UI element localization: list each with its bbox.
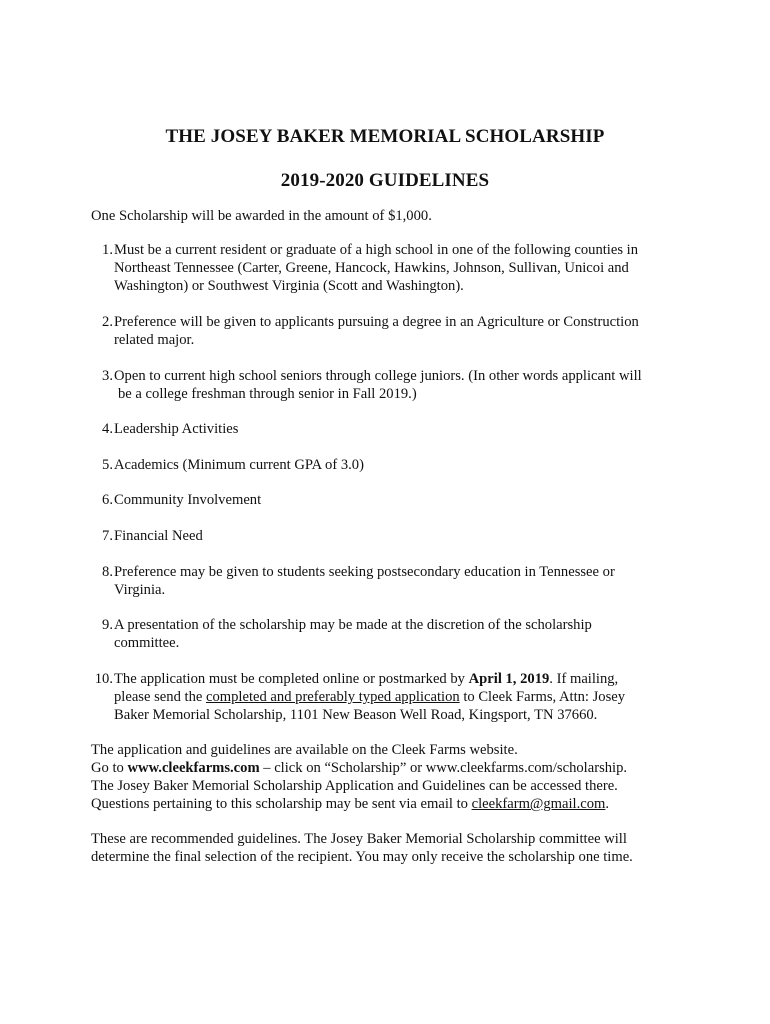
item-number: 2.: [102, 314, 113, 330]
availability-line: The application and guidelines are available on the Cleek Farms website.: [91, 742, 518, 758]
website-link[interactable]: www.cleekfarms.com: [127, 760, 260, 776]
item-line: Preference will be given to applicants pursuing a degree in an Agriculture or Construction: [114, 314, 639, 330]
mailing-address: Baker Memorial Scholarship, 1101 New Beason Well Road, Kingsport, TN 37660.: [114, 707, 598, 723]
item-number: 9.: [102, 617, 113, 633]
item-text: please send the: [114, 689, 206, 705]
deadline-date: April 1, 2019: [468, 671, 550, 687]
availability-text: Questions pertaining to this scholarship may be sent via email to: [91, 796, 472, 812]
item-number: 5.: [102, 457, 113, 473]
item-line: Must be a current resident or graduate of a high school in one of the following counties in: [114, 242, 639, 258]
item-text: The application must be completed online or postmarked by: [114, 671, 469, 687]
item-line: Open to current high school seniors through college juniors. (In other words applicant will: [114, 368, 642, 384]
item-line: related major.: [114, 332, 195, 348]
item-line: [114, 670, 691, 688]
item-line: A presentation of the scholarship may be made at the discretion of the scholarship: [114, 617, 592, 633]
availability-line: The Josey Baker Memorial Scholarship Application and Guidelines can be accessed there.: [91, 778, 618, 794]
item-number: 7.: [102, 528, 113, 544]
item-line: Community Involvement: [114, 492, 262, 508]
item-number: 10.: [94, 671, 113, 687]
availability-text: Go to: [91, 760, 128, 776]
document-subtitle: 2019-2020 GUIDELINES: [280, 170, 490, 191]
availability-line: [91, 759, 691, 777]
item-line: Virginia.: [114, 582, 166, 598]
document-title: THE JOSEY BAKER MEMORIAL SCHOLARSHIP: [165, 126, 605, 147]
item-text: . If mailing,: [549, 671, 619, 687]
typed-application-emphasis: completed and preferably typed application: [206, 689, 460, 705]
item-number: 3.: [102, 368, 113, 384]
intro-text: One Scholarship will be awarded in the amount of $1,000.: [91, 208, 432, 224]
item-line: Academics (Minimum current GPA of 3.0): [114, 457, 364, 473]
item-number: 8.: [102, 564, 113, 580]
closing-paragraph: [91, 830, 691, 866]
item-line: Preference may be given to students seeking postsecondary education in Tennessee or: [114, 564, 615, 580]
item-line: be a college freshman through senior in Fall 2019.): [118, 386, 417, 402]
availability-line: [91, 795, 691, 813]
item-text: to Cleek Farms, Attn: Josey: [459, 689, 626, 705]
item-number: 1.: [102, 242, 113, 258]
item-line: committee.: [114, 635, 180, 651]
item-line: Financial Need: [114, 528, 203, 544]
availability-text: – click on “Scholarship” or www.cleekfarms.com/scholarship.: [259, 760, 628, 776]
availability-paragraph: [91, 741, 691, 813]
item-line: Leadership Activities: [114, 421, 239, 437]
item-line: Washington) or Southwest Virginia (Scott and Washington).: [114, 278, 464, 294]
closing-line: determine the final selection of the recipient. You may only receive the scholarship one time.: [91, 849, 633, 865]
email-link[interactable]: cleekfarm@gmail.com: [471, 796, 606, 812]
item-number: 4.: [102, 421, 113, 437]
item-number: 6.: [102, 492, 113, 508]
item-line: [114, 688, 691, 706]
availability-text: .: [605, 796, 610, 812]
item-line: Northeast Tennessee (Carter, Greene, Hancock, Hawkins, Johnson, Sullivan, Unicoi and: [114, 260, 629, 276]
closing-line: These are recommended guidelines. The Josey Baker Memorial Scholarship committee will: [91, 831, 627, 847]
